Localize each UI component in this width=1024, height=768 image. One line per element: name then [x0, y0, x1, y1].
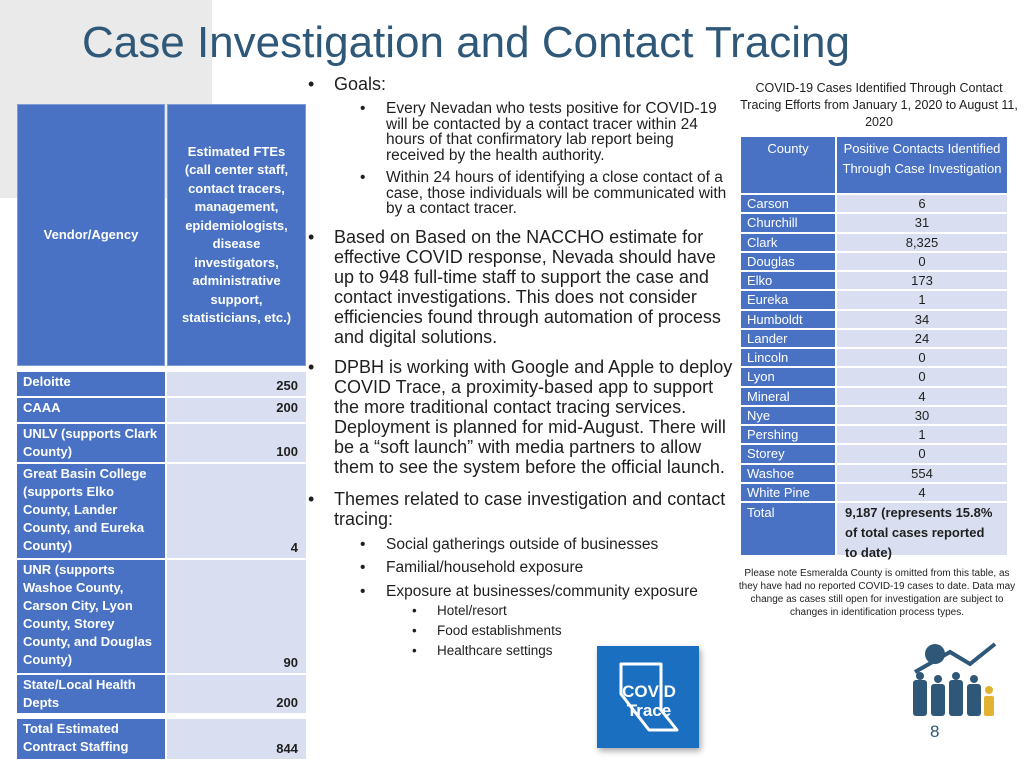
vendor-name: CAAA: [17, 398, 165, 422]
county-name: Douglas: [741, 253, 835, 270]
bullet-text: Hotel/resort: [437, 603, 507, 618]
table-row: [741, 195, 1007, 214]
vendor-name: Great Basin College (supports Elko County, Lander County, and Eureka County): [17, 464, 165, 558]
county-case-count: 6: [837, 195, 1007, 212]
table-row: [741, 445, 1007, 464]
vendor-ftes: 90: [167, 560, 306, 673]
county-name: White Pine: [741, 484, 835, 501]
vendor-name: UNLV (supports Clark County): [17, 424, 165, 462]
table-row: [741, 291, 1007, 310]
county-name: Pershing: [741, 426, 835, 443]
table-row: [17, 398, 306, 424]
bullet-text: DPBH is working with Google and Apple to deploy COVID Trace, a proximity-based app to support the more traditional contact tracing services. Deployment is planned for mid-August. There will be a “soft launch” with media partners to allow them to see the system before the official launch.: [334, 356, 733, 477]
table-row: [741, 407, 1007, 426]
county-case-count: 34: [837, 311, 1007, 328]
table-footnote: Please note Esmeralda County is omitted from this table, as they have had no reported COVID-19 cases to date. Data may change as cases still open for investigation are subject to changes in identification process types.: [738, 568, 1016, 618]
vendor-ftes: 250: [167, 372, 306, 396]
slide-title: Case Investigation and Contact Tracing: [82, 18, 851, 67]
table-row: [741, 465, 1007, 484]
bullet-dpbh: • DPBH is working with Google and Apple to deploy COVID Trace, a proximity-based app to support the more traditional contact tracing services. Deployment is planned for mid-August. There will be a “soft launch” with media partners to allow them to see the system before the official launch.: [308, 356, 733, 477]
table-row: [17, 464, 306, 560]
county-case-count: 8,325: [837, 234, 1007, 251]
covid-trace-logo: [597, 646, 699, 748]
county-case-count: 4: [837, 388, 1007, 405]
county-case-count: 1: [837, 426, 1007, 443]
total-ftes: 844: [167, 719, 306, 759]
county-name: Mineral: [741, 388, 835, 405]
bullet-themes: • Themes related to case investigation and contact tracing:: [308, 488, 726, 529]
covid-logo-word: COVID: [622, 682, 676, 701]
county-name: Eureka: [741, 291, 835, 308]
county-case-count: 0: [837, 253, 1007, 270]
table-row: [741, 214, 1007, 233]
total-county-label: Total: [741, 503, 835, 555]
table-row: [17, 675, 306, 715]
table-row: [741, 426, 1007, 445]
county-name: Lyon: [741, 368, 835, 385]
bullet-text: Goals:: [334, 74, 387, 94]
table-row: [741, 272, 1007, 291]
table-row: [17, 560, 306, 675]
bullet-text: Healthcare settings: [437, 643, 553, 658]
table-row: [741, 311, 1007, 330]
covid-trace-text: [609, 682, 689, 720]
county-name: Clark: [741, 234, 835, 251]
total-cases-value: 9,187 (represents 15.8% of total cases reported to date): [837, 503, 1007, 555]
county-name: Carson: [741, 195, 835, 212]
bullet-exposure-item: • Hotel/resort: [412, 603, 507, 618]
bullet-text: Based on Based on the NACCHO estimate for effective COVID response, Nevada should have up to 948 full-time staff to support the case and contact investigations. This does not consider efficiencies found through automation of process and digital solutions.: [334, 226, 721, 347]
county-case-count: 30: [837, 407, 1007, 424]
dhhs-logo: [905, 632, 1000, 724]
cases-table: [741, 137, 1007, 560]
cases-table-title: COVID-19 Cases Identified Through Contact Tracing Efforts from January 1, 2020 to August 11, 2020: [740, 81, 1018, 129]
county-name: Lander: [741, 330, 835, 347]
vendor-header: Vendor/Agency: [17, 104, 165, 366]
vendor-name: UNR (supports Washoe County, Carson City, Lyon County, Storey County, and Douglas County): [17, 560, 165, 673]
bullet-theme-item: • Social gatherings outside of businesses: [360, 535, 659, 553]
county-case-count: 1: [837, 291, 1007, 308]
table-row: [17, 424, 306, 464]
vendor-name: Deloitte: [17, 372, 165, 396]
cases-table-header: [741, 137, 1007, 195]
table-row: [741, 253, 1007, 272]
county-name: Washoe: [741, 465, 835, 482]
cases-total-row: [741, 503, 1007, 560]
total-label: Total Estimated Contract Staffing: [17, 719, 165, 759]
county-case-count: 0: [837, 349, 1007, 366]
bullet-content: [308, 74, 733, 661]
bullet-text: Food establishments: [437, 623, 562, 638]
table-row: [17, 372, 306, 398]
bullet-exposure-item: • Food establishments: [412, 623, 562, 638]
table-row: [741, 330, 1007, 349]
county-header: County: [741, 137, 835, 193]
dhhs-logo-icon: [905, 632, 1000, 724]
total-row: [17, 719, 306, 761]
bullet-exposure-item: • Healthcare settings: [412, 643, 553, 658]
vendor-staffing-table: [17, 104, 306, 761]
county-name: Elko: [741, 272, 835, 289]
table-row: [741, 484, 1007, 503]
bullet-goal-item: • Every Nevadan who tests positive for COVID-19 will be contacted by a contact tracer within 24 hours of that confirmatory lab report being received by the health authority.: [360, 100, 717, 164]
bullet-text: Within 24 hours of identifying a close contact of a case, those individuals will be communicated with by a contact tracer.: [386, 169, 727, 217]
table-row: [741, 388, 1007, 407]
ftes-header: Estimated FTEs (call center staff, contact tracers, management, epidemiologists, disease investigators, administrative support, statisticians, etc.): [167, 104, 306, 366]
bullet-text: Exposure at businesses/community exposure: [386, 582, 698, 600]
county-name: Churchill: [741, 214, 835, 231]
vendor-ftes: 100: [167, 424, 306, 462]
county-case-count: 0: [837, 368, 1007, 385]
table-row: [741, 368, 1007, 387]
county-case-count: 24: [837, 330, 1007, 347]
trace-logo-word: Trace: [626, 701, 672, 720]
bullet-goal-item: • Within 24 hours of identifying a close contact of a case, those individuals will be communicated with by a contact tracer.: [360, 169, 727, 217]
county-case-count: 0: [837, 445, 1007, 462]
bullet-theme-item: • Exposure at businesses/community exposure: [360, 582, 698, 600]
table-row: [741, 349, 1007, 368]
vendor-table-header: [17, 104, 306, 368]
county-name: Storey: [741, 445, 835, 462]
bullet-text: Every Nevadan who tests positive for COVID-19 will be contacted by a contact tracer within 24 hours of that confirmatory lab report being received by the health authority.: [386, 100, 717, 164]
bullet-theme-item: • Familial/household exposure: [360, 559, 584, 576]
page-number: 8: [930, 722, 940, 741]
vendor-ftes: 200: [167, 675, 306, 713]
bullet-naccho: • Based on Based on the NACCHO estimate for effective COVID response, Nevada should have up to 948 full-time staff to support the case and contact investigations. This does not consider efficiencies found through automation of process and digital solutions.: [308, 226, 721, 347]
county-name: Humboldt: [741, 311, 835, 328]
county-name: Nye: [741, 407, 835, 424]
county-case-count: 4: [837, 484, 1007, 501]
vendor-name: State/Local Health Depts: [17, 675, 165, 713]
bullet-text: Familial/household exposure: [386, 559, 584, 576]
vendor-ftes: 200: [167, 398, 306, 422]
bullet-text: Social gatherings outside of businesses: [386, 535, 659, 553]
bullet-goals: • Goals:: [308, 74, 387, 94]
county-case-count: 554: [837, 465, 1007, 482]
county-case-count: 173: [837, 272, 1007, 289]
positive-header: Positive Contacts Identified Through Case Investigation: [837, 137, 1007, 193]
bullet-text: Themes related to case investigation and contact tracing:: [334, 488, 726, 529]
vendor-ftes: 4: [167, 464, 306, 558]
county-case-count: 31: [837, 214, 1007, 231]
county-name: Lincoln: [741, 349, 835, 366]
table-row: [741, 234, 1007, 253]
